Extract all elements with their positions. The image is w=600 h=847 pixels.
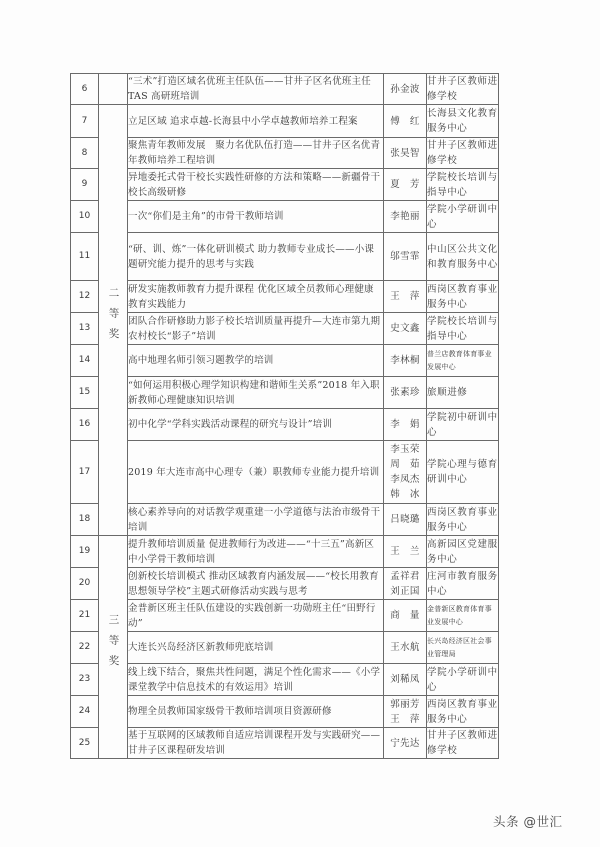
table-row bbox=[71, 281, 499, 313]
project-title: 异地委托式骨干校长实践性研修的方法和策略——新疆骨干校长高级研修 bbox=[128, 169, 384, 201]
table-row bbox=[71, 74, 499, 105]
organization-unit: 学院校长培训与指导中心 bbox=[427, 169, 499, 201]
row-number: 17 bbox=[71, 441, 99, 504]
row-number: 8 bbox=[71, 138, 99, 169]
organization-unit: 学院初中研训中心 bbox=[427, 409, 499, 441]
person-names bbox=[384, 313, 427, 345]
project-title: 大连长兴岛经济区新教师兜底培训 bbox=[128, 632, 384, 664]
project-title: 聚焦青年教师发展 聚力名优队伍打造——甘井子区名优青年教师培养工程培训 bbox=[128, 138, 384, 169]
project-title: “三术”打造区域名优班主任队伍——甘井子区名优班主任 TAS 高研班培训 bbox=[128, 74, 384, 105]
organization-unit: 西岗区教育事业服务中心 bbox=[427, 504, 499, 536]
person-name: 商 量 bbox=[390, 610, 420, 621]
row-number: 9 bbox=[71, 169, 99, 201]
person-name: 李艳丽 bbox=[390, 211, 420, 222]
project-title: 核心素养导向的对话教学观重建一小学道德与法治市级骨干培训 bbox=[128, 504, 384, 536]
person-names bbox=[384, 536, 427, 568]
table-row bbox=[71, 169, 499, 201]
person-name: 王水航 bbox=[390, 642, 420, 653]
person-name: 刘稀凤 bbox=[390, 674, 420, 685]
person-names bbox=[384, 377, 427, 409]
awards-table-body bbox=[71, 74, 499, 759]
table-row bbox=[71, 233, 499, 281]
row-number: 24 bbox=[71, 696, 99, 728]
project-title: 2019 年大连市高中心理专（兼）职教师专业能力提升培训 bbox=[128, 441, 384, 504]
person-name: 吕晓璐 bbox=[390, 514, 420, 525]
person-name: 郭丽芳 bbox=[390, 698, 420, 710]
award-level-cell bbox=[99, 536, 128, 759]
person-name: 王 萍 bbox=[390, 713, 420, 725]
table-row bbox=[71, 313, 499, 345]
person-names bbox=[384, 281, 427, 313]
row-number: 22 bbox=[71, 632, 99, 664]
person-name: 李林桐 bbox=[390, 355, 420, 366]
person-names bbox=[384, 233, 427, 281]
person-name: 孟祥君 bbox=[390, 570, 420, 582]
project-title: 一次“你们是主角”的市骨干教师培训 bbox=[128, 201, 384, 233]
person-names bbox=[384, 138, 427, 169]
organization-unit: 学院小学研训中心 bbox=[427, 664, 499, 696]
person-names bbox=[384, 664, 427, 696]
row-number: 25 bbox=[71, 728, 99, 759]
person-name: 李 娟 bbox=[390, 419, 420, 430]
project-title: 金普新区班主任队伍建设的实践创新一功勋班主任“田野行动” bbox=[128, 600, 384, 632]
person-names bbox=[384, 600, 427, 632]
organization-unit: 学院小学研训中心 bbox=[427, 201, 499, 233]
person-name: 周 茹 bbox=[390, 459, 420, 470]
organization-unit: 西岗区教育事业服务中心 bbox=[427, 696, 499, 728]
person-names bbox=[384, 409, 427, 441]
project-title: 创新校长培训模式 推动区域教育内涵发展——“校长用教育思想领导学校”主题式研修活动实践与思考 bbox=[128, 568, 384, 600]
table-row bbox=[71, 345, 499, 377]
row-number: 20 bbox=[71, 568, 99, 600]
person-names bbox=[384, 345, 427, 377]
row-number: 7 bbox=[71, 105, 99, 138]
project-title: 物理全员教师国家级骨干教师培训项目资源研修 bbox=[128, 696, 384, 728]
person-name: 张昊智 bbox=[390, 147, 420, 159]
table-row bbox=[71, 504, 499, 536]
organization-unit: 金普新区教育体育事业发展中心 bbox=[427, 600, 499, 632]
person-names bbox=[384, 169, 427, 201]
table-row bbox=[71, 201, 499, 233]
row-number: 10 bbox=[71, 201, 99, 233]
organization-unit: 旅顺进修 bbox=[427, 377, 499, 409]
person-names bbox=[384, 728, 427, 759]
award-level-label: 二等奖 bbox=[107, 286, 120, 349]
organization-unit: 庄河市教育服务中心 bbox=[427, 568, 499, 600]
person-name: 韩 冰 bbox=[390, 489, 420, 500]
person-names bbox=[384, 632, 427, 664]
table-row bbox=[71, 377, 499, 409]
row-number: 12 bbox=[71, 281, 99, 313]
table-row bbox=[71, 409, 499, 441]
person-name: 李玉荣 bbox=[390, 444, 420, 455]
person-name: 孙金波 bbox=[390, 83, 420, 95]
person-name: 夏 芳 bbox=[390, 179, 420, 190]
project-title: 初中化学“学科实践活动课程的研究与设计”培训 bbox=[128, 409, 384, 441]
organization-unit: 甘井子区教师进修学校 bbox=[427, 728, 499, 759]
row-number: 21 bbox=[71, 600, 99, 632]
table-row bbox=[71, 138, 499, 169]
project-title: 高中地理名师引领习题教学的培训 bbox=[128, 345, 384, 377]
organization-unit: 学院校长培训与指导中心 bbox=[427, 313, 499, 345]
award-level-label: 三等奖 bbox=[107, 613, 120, 676]
person-name: 史文鑫 bbox=[390, 323, 420, 334]
table-row bbox=[71, 600, 499, 632]
project-title: 提升教师培训质量 促进教师行为改进——“十三五”高新区中小学骨干教师培训 bbox=[128, 536, 384, 568]
person-name: 张素珍 bbox=[390, 387, 420, 398]
organization-unit: 长兴岛经济区社会事业管理局 bbox=[427, 632, 499, 664]
person-name: 傅 红 bbox=[390, 115, 420, 127]
row-number: 6 bbox=[71, 74, 99, 105]
award-level-cell bbox=[99, 105, 128, 536]
project-title: “研、训、炼”一体化研训模式 助力教师专业成长——小课题研究能力提升的思考与实践 bbox=[128, 233, 384, 281]
row-number: 13 bbox=[71, 313, 99, 345]
table-row bbox=[71, 441, 499, 504]
person-names bbox=[384, 696, 427, 728]
project-title: 立足区域 追求卓越-长海县中小学卓越教师培养工程案 bbox=[128, 105, 384, 138]
row-number: 18 bbox=[71, 504, 99, 536]
person-names bbox=[384, 504, 427, 536]
person-names bbox=[384, 74, 427, 105]
table-row bbox=[71, 536, 499, 568]
award-level-cell-empty bbox=[99, 74, 128, 105]
person-name: 李凤杰 bbox=[390, 474, 420, 485]
table-row bbox=[71, 568, 499, 600]
person-name: 王 兰 bbox=[390, 546, 420, 557]
project-title: 团队合作研修助力影子校长培训质量再提升—大连市第九期农村校长“影子”培训 bbox=[128, 313, 384, 345]
organization-unit: 学院心理与德育研训中心 bbox=[427, 441, 499, 504]
person-name: 邬雪霏 bbox=[390, 251, 420, 262]
person-names bbox=[384, 568, 427, 600]
organization-unit: 甘井子区教师进修学校 bbox=[427, 74, 499, 105]
row-number: 19 bbox=[71, 536, 99, 568]
row-number: 15 bbox=[71, 377, 99, 409]
organization-unit: 长海县文化教育服务中心 bbox=[427, 105, 499, 138]
project-title: 线上线下结合，聚焦共性问题，满足个性化需求——《小学课堂教学中信息技术的有效运用》培训 bbox=[128, 664, 384, 696]
project-title: “如何运用积极心理学知识构建和谐师生关系”2018 年入职新教师心理健康知识培训 bbox=[128, 377, 384, 409]
table-row bbox=[71, 696, 499, 728]
project-title: 研发实施教师教育力提升课程 优化区域全员教师心理健康教育实践能力 bbox=[128, 281, 384, 313]
table-row bbox=[71, 728, 499, 759]
row-number: 23 bbox=[71, 664, 99, 696]
person-name: 宁先达 bbox=[390, 737, 420, 749]
person-names bbox=[384, 441, 427, 504]
person-names bbox=[384, 105, 427, 138]
table-row bbox=[71, 632, 499, 664]
organization-unit: 西岗区教育事业服务中心 bbox=[427, 281, 499, 313]
person-names bbox=[384, 201, 427, 233]
project-title: 基于互联网的区域教师自适应培训课程开发与实践研究——甘井子区课程研发培训 bbox=[128, 728, 384, 759]
organization-unit: 普兰店教育体育事业发展中心 bbox=[427, 345, 499, 377]
awards-table bbox=[70, 73, 499, 759]
organization-unit: 甘井子区教师进修学校 bbox=[427, 138, 499, 169]
row-number: 14 bbox=[71, 345, 99, 377]
table-row bbox=[71, 664, 499, 696]
person-name: 刘正国 bbox=[390, 585, 420, 597]
organization-unit: 中山区公共文化和教育服务中心 bbox=[427, 233, 499, 281]
person-name: 王 萍 bbox=[390, 291, 420, 302]
row-number: 11 bbox=[71, 233, 99, 281]
row-number: 16 bbox=[71, 409, 99, 441]
organization-unit: 高新园区党建服务中心 bbox=[427, 536, 499, 568]
watermark: 头条 @世汇 bbox=[493, 814, 563, 829]
table-row bbox=[71, 105, 499, 138]
